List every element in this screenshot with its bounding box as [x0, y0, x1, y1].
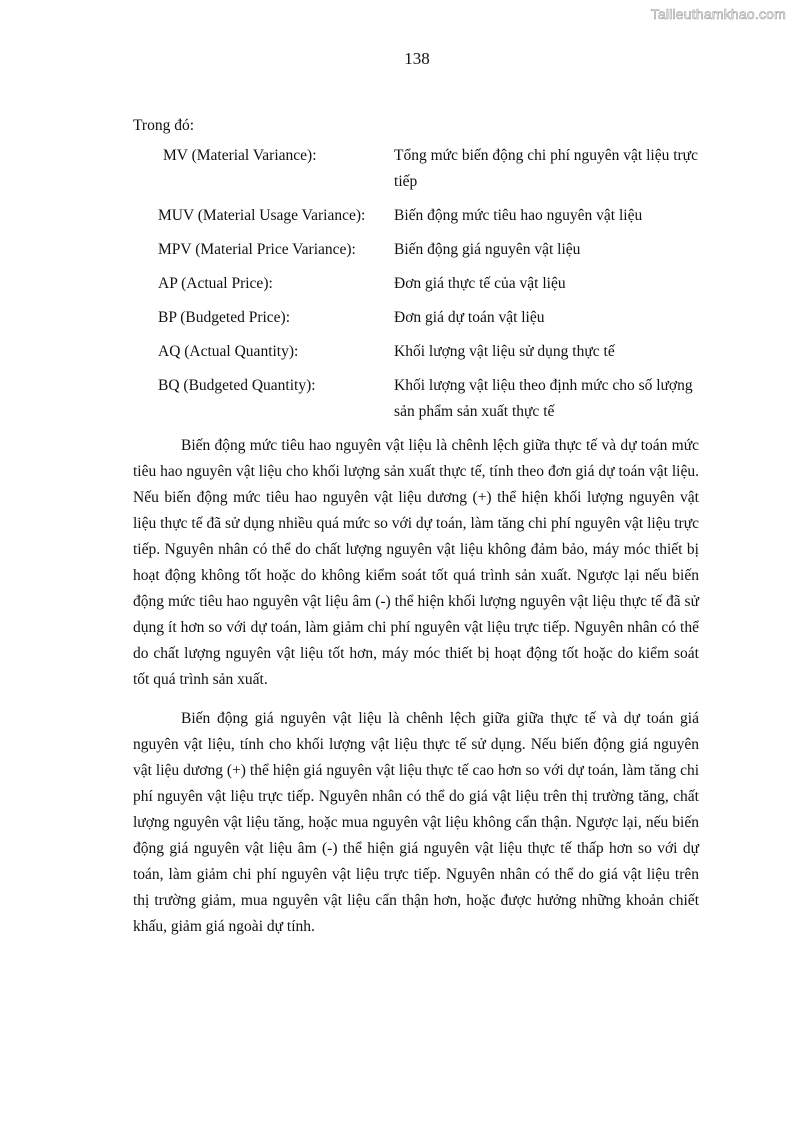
definition-description: Biến động mức tiêu hao nguyên vật liệu: [394, 207, 643, 224]
paragraph-price-variance: Biến động giá nguyên vật liệu là chênh lệch giữa giữa thực tế và dự toán giá nguyên vật liệu, tính cho khối lượng vật liệu thực tế sử dụng. Nếu biến động giá nguyên vật liệu dương (+) thể hiện giá nguyên vật liệu thực tế cao hơn so với dự toán, làm tăng chi phí nguyên vật liệu trực tiếp. Nguyên nhân có thể do giá vật liệu trên thị trường tăng, chất lượng nguyên vật liệu tăng, hoặc mua nguyên vật liệu không cẩn thận. Ngược lại, nếu biến động giá nguyên vật liệu âm (-) thể hiện giá nguyên vật liệu thực tế thấp hơn so với dự toán, làm giảm chi phí nguyên vật liệu trực tiếp. Nguyên nhân có thể do giá vật liệu trên thị trường giảm, mua nguyên vật liệu cẩn thận hơn, hoặc được hưởng những khoản chiết khấu, giảm giá ngoài dự tính.: [133, 710, 699, 935]
definition-description: Biến động giá nguyên vật liệu: [394, 241, 581, 258]
paragraph-usage-variance: Biến động mức tiêu hao nguyên vật liệu là chênh lệch giữa thực tế và dự toán mức tiêu hao nguyên vật liệu cho khối lượng sản xuất thực tế, tính theo đơn giá dự toán vật liệu. Nếu biến động mức tiêu hao nguyên vật liệu dương (+) thể hiện khối lượng nguyên vật liệu thực tế đã sử dụng nhiều quá mức so với dự toán, làm tăng chi phí nguyên vật liệu trực tiếp. Nguyên nhân có thể do chất lượng nguyên vật liệu không đảm bảo, máy móc thiết bị hoạt động không tốt hoặc do không kiểm soát tốt quá trình sản xuất. Ngược lại nếu biến động mức tiêu hao nguyên vật liệu âm (-) thể hiện khối lượng nguyên vật liệu thực tế đã sử dụng ít hơn so với dự toán, làm giảm chi phí nguyên vật liệu trực tiếp. Nguyên nhân có thể do chất lượng nguyên vật liệu tốt hơn, máy móc thiết bị hoạt động tốt hoặc do kiểm soát tốt quá trình sản xuất.: [133, 437, 699, 688]
definition-row: [133, 339, 699, 373]
definition-row: [133, 237, 699, 271]
page-number: 138: [404, 49, 430, 68]
definition-description: Đơn giá dự toán vật liệu: [394, 309, 545, 326]
definition-row: [133, 305, 699, 339]
definition-term: BQ (Budgeted Quantity):: [158, 377, 316, 394]
definition-row: [133, 143, 699, 203]
definition-term: BP (Budgeted Price):: [158, 309, 291, 326]
definition-term: MUV (Material Usage Variance):: [158, 207, 366, 224]
definition-term: MV (Material Variance):: [163, 147, 317, 164]
document-body: [133, 113, 699, 940]
definition-description: Đơn giá thực tế của vật liệu: [394, 275, 566, 292]
definition-description: Khối lượng vật liệu sử dụng thực tế: [394, 343, 615, 360]
definition-row: [133, 373, 699, 433]
watermark: Tailieuthamkhao.com: [650, 6, 786, 22]
definition-row: [133, 203, 699, 237]
definition-row: [133, 271, 699, 305]
definition-description: Khối lượng vật liệu theo định mức cho số lượng sản phẩm sản xuất thực tế: [394, 377, 693, 420]
definitions-intro: Trong đó:: [133, 117, 195, 134]
definition-term: MPV (Material Price Variance):: [158, 241, 356, 258]
definitions-table: [133, 143, 699, 433]
definition-description: Tổng mức biến động chi phí nguyên vật liệu trực tiếp: [394, 147, 698, 190]
definition-term: AQ (Actual Quantity):: [158, 343, 299, 360]
definition-term: AP (Actual Price):: [158, 275, 273, 292]
